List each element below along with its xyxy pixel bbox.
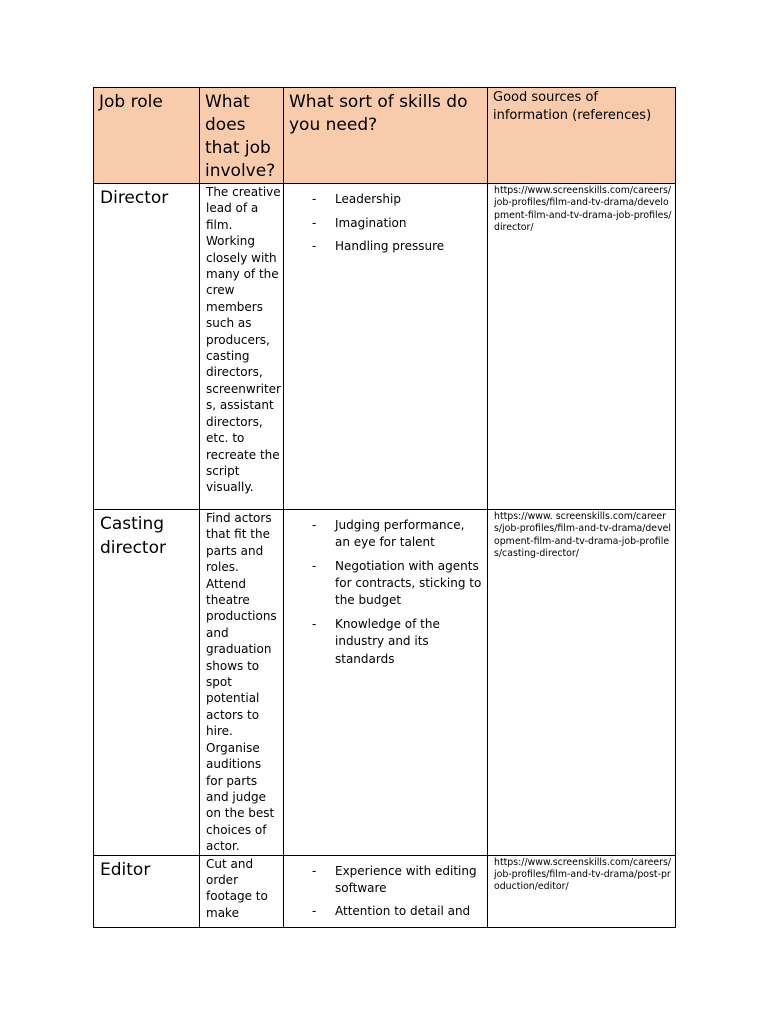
header-sources-text: Good sources of information (references) (493, 90, 652, 123)
header-sources (488, 88, 676, 184)
table-row (94, 510, 676, 856)
role-description: Cut and order footage to make (206, 856, 268, 920)
source-link[interactable]: https://www. screenskills.com/careers/job-profiles/film-and-tv-drama/development-film-and-tv-drama-job-profiles/casting-director/ (494, 511, 671, 559)
skill-item: - Knowledge of the industry and its standards (335, 616, 483, 668)
source-link[interactable]: https://www.screenskills.com/careers/job-profiles/film-and-tv-drama/development-film-and-tv-drama-job-profiles/director/ (494, 185, 672, 233)
role-cell (94, 855, 200, 927)
table-row (94, 855, 676, 927)
role-cell (94, 510, 200, 856)
description-cell (200, 510, 284, 856)
header-job-role (94, 88, 200, 184)
skill-item: - Negotiation with agents for contracts, sticking to the budget (335, 558, 483, 610)
role-name: Editor (100, 859, 151, 880)
header-what-involve (200, 88, 284, 184)
header-skills-text: What sort of skills do you need? (289, 92, 468, 135)
role-cell (94, 184, 200, 510)
skills-list (284, 510, 487, 668)
skill-item: - Leadership (335, 191, 483, 208)
table-header-row (94, 88, 676, 184)
role-description: Find actors that fit the parts and roles. Attend theatre productions and graduation shows to spot potential actors to hire. Organise auditions for parts and judge on the best choices of actor. (206, 511, 277, 854)
table-row (94, 184, 676, 510)
source-cell (488, 184, 676, 510)
skill-item: - Imagination (335, 215, 483, 232)
job-roles-table (93, 87, 676, 928)
skills-cell (284, 184, 488, 510)
source-link[interactable]: https://www.screenskills.com/careers/job-profiles/film-and-tv-drama/post-production/editor/ (494, 856, 672, 893)
skills-cell (284, 855, 488, 927)
role-description: The creative lead of a film. Working closely with many of the crew members such as producers, casting directors, screenwriters, assistant directors, etc. to recreate the script visually. (206, 185, 281, 495)
skills-list (284, 184, 487, 255)
skill-item: - Handling pressure (335, 238, 483, 255)
skills-cell (284, 510, 488, 856)
description-cell (200, 855, 284, 927)
description-cell (200, 184, 284, 510)
header-what-involve-text: What does that job involve? (205, 92, 276, 181)
header-skills (284, 88, 488, 184)
skill-item: - Experience with editing software (335, 863, 483, 898)
skills-list (284, 856, 487, 921)
source-cell (488, 855, 676, 927)
role-name: Director (100, 188, 169, 208)
header-job-role-text: Job role (99, 92, 163, 112)
skill-item: - Attention to detail and (335, 903, 483, 920)
role-name: Casting director (100, 514, 166, 558)
source-cell (488, 510, 676, 856)
skill-item: - Judging performance, an eye for talent (335, 517, 483, 552)
